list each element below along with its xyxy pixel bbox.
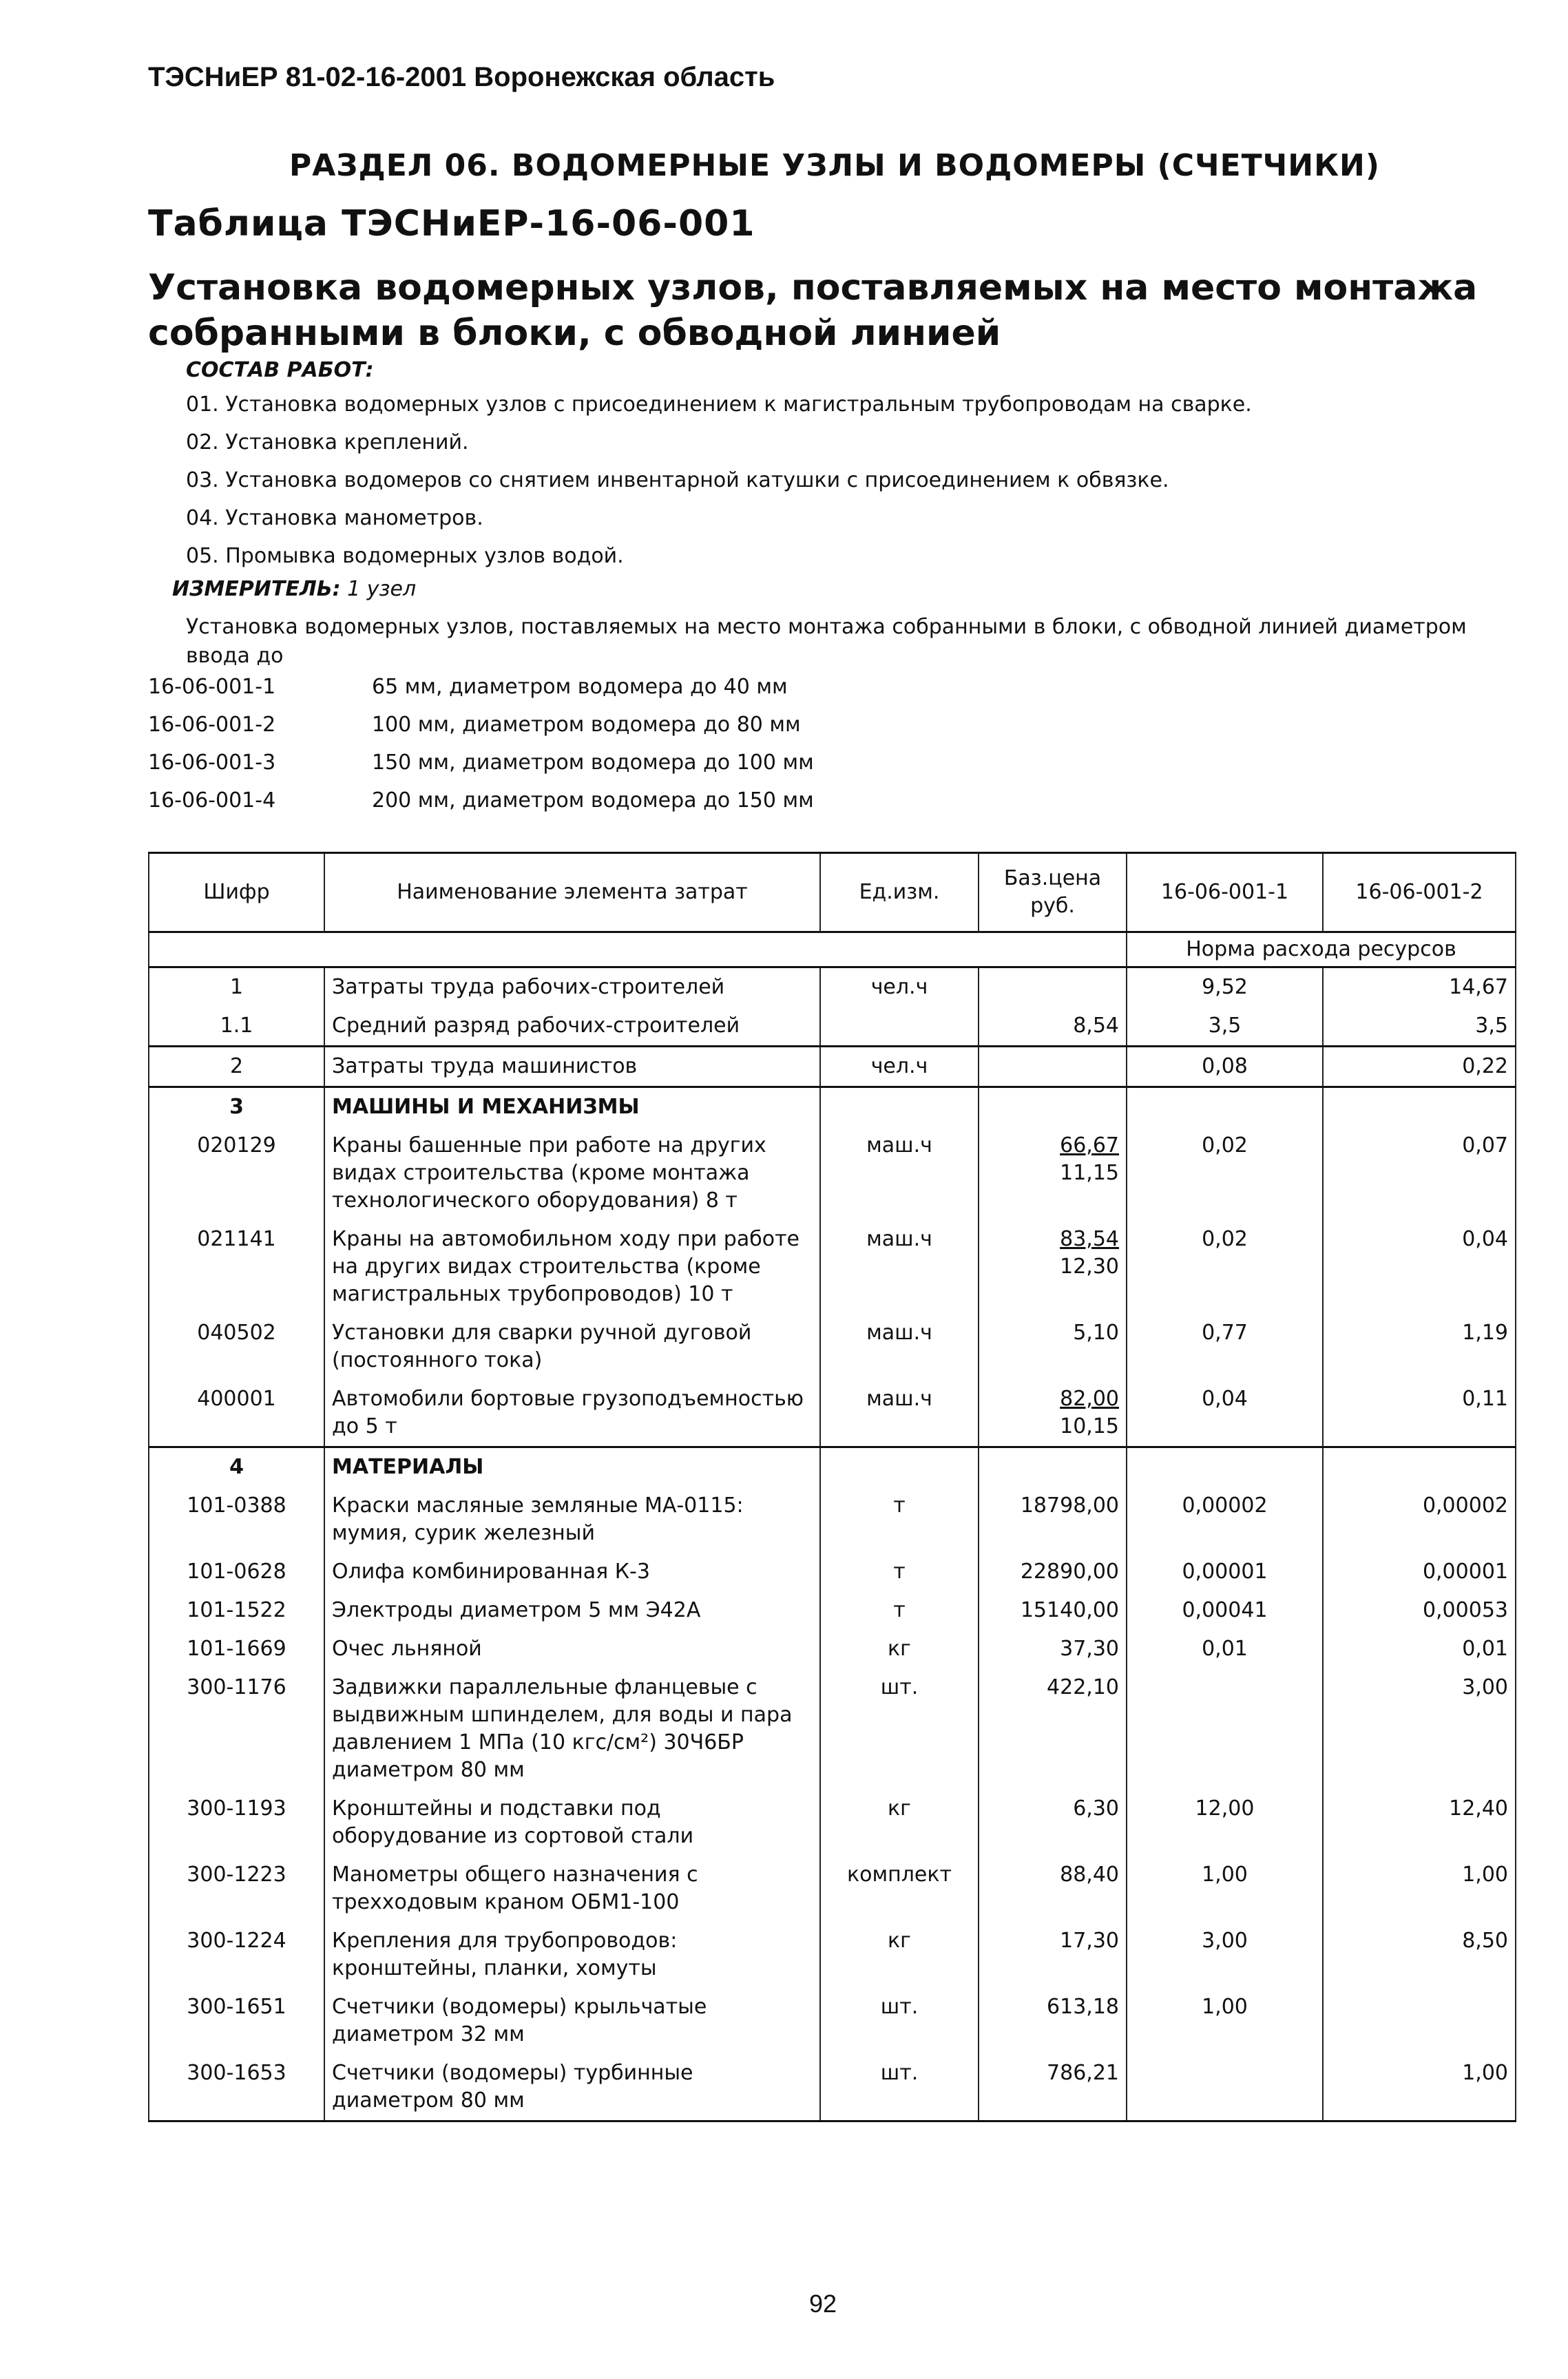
cell-unit: маш.ч (820, 1126, 979, 1220)
measure-value: 1 узел (347, 577, 417, 601)
cell-price (979, 1314, 1127, 1380)
cell-v2: 0,00053 (1323, 1591, 1516, 1630)
cell-price (979, 1668, 1127, 1790)
code: 16-06-001-4 (148, 788, 276, 813)
cell-name: Затраты труда рабочих-строителей (324, 967, 820, 1007)
cell-v1: 0,04 (1127, 1380, 1323, 1447)
cell-price (979, 1447, 1127, 1487)
cell-price (979, 1087, 1127, 1127)
cell-v1: 0,08 (1127, 1047, 1323, 1087)
cell-name: МАШИНЫ И МЕХАНИЗМЫ (324, 1087, 820, 1127)
cell-unit: маш.ч (820, 1314, 979, 1380)
cell-v2: 0,04 (1323, 1220, 1516, 1314)
cell-code: 300-1176 (149, 1668, 324, 1790)
cell-unit: шт. (820, 1988, 979, 2054)
cell-name: МАТЕРИАЛЫ (324, 1447, 820, 1487)
table-row (149, 1047, 1516, 1087)
table-row (149, 1790, 1516, 1856)
cell-name: Задвижки параллельные фланцевые с выдвижным шпинделем, для воды и пара давлением 1 МПа (10 кгс/см²) 30Ч6БР диаметром 80 мм (324, 1668, 820, 1790)
price-value: 66,67 (1060, 1133, 1119, 1157)
cell-price (979, 2054, 1127, 2121)
cell-v2: 0,22 (1323, 1047, 1516, 1087)
cell-v2: 1,00 (1323, 1856, 1516, 1922)
cell-v1: 0,00002 (1127, 1487, 1323, 1553)
cell-name: Электроды диаметром 5 мм Э42А (324, 1591, 820, 1630)
table-row (149, 1314, 1516, 1380)
table-row (149, 1487, 1516, 1553)
table-row (149, 1591, 1516, 1630)
table-row (149, 1922, 1516, 1988)
cell-name: Краны на автомобильном ходу при работе на других видах строительства (кроме магистральных трубопроводов) 10 т (324, 1220, 820, 1314)
cell-code: 2 (149, 1047, 324, 1087)
cell-v2: 1,00 (1323, 2054, 1516, 2121)
cell-price (979, 1047, 1127, 1087)
cell-name: Олифа комбинированная К-3 (324, 1553, 820, 1591)
table-row (149, 1856, 1516, 1922)
composition-item: 02. Установка креплений. (186, 430, 469, 454)
price-value: 82,00 (1060, 1387, 1119, 1411)
cell-code: 300-1651 (149, 1988, 324, 2054)
price-value: 83,54 (1060, 1227, 1119, 1251)
price-machinist-value: 12,30 (1060, 1255, 1119, 1279)
cell-v2: 3,5 (1323, 1007, 1516, 1047)
description: Установка водомерных узлов, поставляемых на место монтажа собранными в блоки, с обводной линией диаметром ввода до (186, 615, 1467, 668)
table-row (149, 1553, 1516, 1591)
price-value: 18798,00 (1020, 1494, 1119, 1518)
price-value: 5,10 (1073, 1321, 1119, 1345)
cell-price (979, 1922, 1127, 1988)
table-header-row (149, 853, 1516, 932)
cell-v2: 14,67 (1323, 967, 1516, 1007)
cell-v1: 0,00001 (1127, 1553, 1323, 1591)
cell-code: 4 (149, 1447, 324, 1487)
cell-price (979, 1988, 1127, 2054)
table-row (149, 1087, 1516, 1127)
cell-unit: кг (820, 1630, 979, 1668)
table-row (149, 1126, 1516, 1220)
cell-unit: комплект (820, 1856, 979, 1922)
norm-label: Норма расхода ресурсов (1127, 932, 1516, 967)
cell-v2: 0,01 (1323, 1630, 1516, 1668)
cell-name: Манометры общего назначения с трехходовым краном ОБМ1-100 (324, 1856, 820, 1922)
cell-unit: т (820, 1591, 979, 1630)
code-row (148, 713, 814, 751)
cell-v2: 12,40 (1323, 1790, 1516, 1856)
cell-name: Счетчики (водомеры) крыльчатые диаметром 32 мм (324, 1988, 820, 2054)
price-value: 22890,00 (1020, 1560, 1119, 1584)
cell-v2: 8,50 (1323, 1922, 1516, 1988)
cell-v2: 0,00001 (1323, 1553, 1516, 1591)
composition-label: СОСТАВ РАБОТ: (186, 358, 374, 382)
composition-item: 01. Установка водомерных узлов с присоединением к магистральным трубопроводам на сварке. (186, 392, 1252, 417)
composition-item: 04. Установка манометров. (186, 506, 483, 530)
cell-code: 101-1522 (149, 1591, 324, 1630)
cell-v2: 3,00 (1323, 1668, 1516, 1790)
cell-v2: 0,07 (1323, 1126, 1516, 1220)
cell-price (979, 1487, 1127, 1553)
cell-unit: маш.ч (820, 1220, 979, 1314)
cell-unit (820, 1087, 979, 1127)
table-row (149, 1988, 1516, 2054)
table-title: Установка водомерных узлов, поставляемых на место монтажа собранными в блоки, с обводной линией (148, 267, 1478, 354)
price-machinist-value: 10,15 (1060, 1414, 1119, 1438)
col-header-price: Баз.цена руб. (979, 853, 1127, 932)
cell-price (979, 1630, 1127, 1668)
cell-unit (820, 1447, 979, 1487)
price-value: 37,30 (1060, 1637, 1119, 1661)
table-id: Таблица ТЭСНиЕР-16-06-001 (148, 203, 755, 244)
price-value: 422,10 (1047, 1675, 1119, 1699)
section-title: РАЗДЕЛ 06. ВОДОМЕРНЫЕ УЗЛЫ И ВОДОМЕРЫ (СЧЕТЧИКИ) (289, 148, 1380, 183)
cell-name: Крепления для трубопроводов: кронштейны, планки, хомуты (324, 1922, 820, 1988)
cell-v2 (1323, 1447, 1516, 1487)
table-row (149, 1380, 1516, 1447)
price-value: 88,40 (1060, 1863, 1119, 1887)
cell-unit: шт. (820, 2054, 979, 2121)
cell-code: 021141 (149, 1220, 324, 1314)
cell-price (979, 1220, 1127, 1314)
cell-code: 101-1669 (149, 1630, 324, 1668)
price-value: 15140,00 (1020, 1598, 1119, 1622)
price-value: 6,30 (1073, 1796, 1119, 1821)
code: 16-06-001-3 (148, 751, 276, 775)
code-text: 100 мм, диаметром водомера до 80 мм (372, 713, 801, 737)
cell-price (979, 967, 1127, 1007)
cell-code: 1 (149, 967, 324, 1007)
cell-price (979, 1790, 1127, 1856)
table-row (149, 1447, 1516, 1487)
cell-code: 101-0628 (149, 1553, 324, 1591)
cell-price (979, 1007, 1127, 1047)
cell-unit: маш.ч (820, 1380, 979, 1447)
cell-unit: шт. (820, 1668, 979, 1790)
cell-name: Очес льняной (324, 1630, 820, 1668)
col-header-name: Наименование элемента затрат (324, 853, 820, 932)
code-text: 65 мм, диаметром водомера до 40 мм (372, 675, 788, 699)
cost-table (148, 852, 1516, 2122)
table-row (149, 2054, 1516, 2121)
code: 16-06-001-2 (148, 713, 276, 737)
table-row (149, 1007, 1516, 1047)
cell-v1: 0,02 (1127, 1220, 1323, 1314)
cell-v1: 3,5 (1127, 1007, 1323, 1047)
price-machinist-value: 11,15 (1060, 1161, 1119, 1185)
cell-v1: 0,02 (1127, 1126, 1323, 1220)
col-header-code: Шифр (149, 853, 324, 932)
composition-item: 03. Установка водомеров со снятием инвентарной катушки с присоединением к обвязке. (186, 468, 1169, 492)
col-header-unit: Ед.изм. (820, 853, 979, 932)
price-value: 8,54 (1073, 1014, 1119, 1038)
cell-v1 (1127, 2054, 1323, 2121)
cell-v1: 1,00 (1127, 1988, 1323, 2054)
cell-name: Краски масляные земляные МА-0115: мумия, сурик железный (324, 1487, 820, 1553)
cell-v1 (1127, 1087, 1323, 1127)
cell-name: Автомобили бортовые грузоподъемностью до 5 т (324, 1380, 820, 1447)
table-row (149, 1630, 1516, 1668)
cell-unit (820, 1007, 979, 1047)
norm-spacer (149, 932, 1127, 967)
cell-name: Средний разряд рабочих-строителей (324, 1007, 820, 1047)
code-row (148, 675, 814, 713)
cell-code: 300-1193 (149, 1790, 324, 1856)
page-number: 92 (809, 2289, 837, 2318)
code-text: 150 мм, диаметром водомера до 100 мм (372, 751, 814, 775)
table-row (149, 967, 1516, 1007)
cell-code: 020129 (149, 1126, 324, 1220)
price-value: 613,18 (1047, 1995, 1119, 2019)
cell-name: Установки для сварки ручной дуговой (постоянного тока) (324, 1314, 820, 1380)
cell-name: Затраты труда машинистов (324, 1047, 820, 1087)
cell-name: Кронштейны и подставки под оборудование из сортовой стали (324, 1790, 820, 1856)
cell-price (979, 1553, 1127, 1591)
cell-price (979, 1126, 1127, 1220)
cell-code: 1.1 (149, 1007, 324, 1047)
code-text: 200 мм, диаметром водомера до 150 мм (372, 788, 814, 813)
cell-unit: т (820, 1487, 979, 1553)
cell-v1: 9,52 (1127, 967, 1323, 1007)
cell-name: Краны башенные при работе на других видах строительства (кроме монтажа технологического оборудования) 8 т (324, 1126, 820, 1220)
cell-code: 3 (149, 1087, 324, 1127)
cell-code: 300-1653 (149, 2054, 324, 2121)
cell-unit: чел.ч (820, 967, 979, 1007)
cell-price (979, 1591, 1127, 1630)
code-row (148, 788, 814, 826)
cell-v1 (1127, 1447, 1323, 1487)
price-value: 786,21 (1047, 2061, 1119, 2085)
measure-label: ИЗМЕРИТЕЛЬ: (172, 577, 341, 601)
col-header-v1: 16-06-001-1 (1127, 853, 1323, 932)
cell-price (979, 1380, 1127, 1447)
norm-row (149, 932, 1516, 967)
composition-item: 05. Промывка водомерных узлов водой. (186, 544, 624, 568)
cell-unit: т (820, 1553, 979, 1591)
table-row (149, 1220, 1516, 1314)
cell-v1: 1,00 (1127, 1856, 1323, 1922)
cell-unit: чел.ч (820, 1047, 979, 1087)
cell-code: 040502 (149, 1314, 324, 1380)
cell-name: Счетчики (водомеры) турбинные диаметром 80 мм (324, 2054, 820, 2121)
cell-unit: кг (820, 1790, 979, 1856)
cell-v2 (1323, 1087, 1516, 1127)
cell-code: 400001 (149, 1380, 324, 1447)
cell-v1 (1127, 1668, 1323, 1790)
cell-v2: 1,19 (1323, 1314, 1516, 1380)
col-header-v2: 16-06-001-2 (1323, 853, 1516, 932)
cell-v2 (1323, 1988, 1516, 2054)
cell-code: 300-1223 (149, 1856, 324, 1922)
code: 16-06-001-1 (148, 675, 276, 699)
code-row (148, 751, 814, 788)
cell-unit: кг (820, 1922, 979, 1988)
cell-v2: 0,11 (1323, 1380, 1516, 1447)
cell-v1: 12,00 (1127, 1790, 1323, 1856)
cell-v1: 0,77 (1127, 1314, 1323, 1380)
cell-v1: 3,00 (1127, 1922, 1323, 1988)
cell-v1: 0,01 (1127, 1630, 1323, 1668)
cell-v1: 0,00041 (1127, 1591, 1323, 1630)
running-header: ТЭСНиЕР 81-02-16-2001 Воронежская область (148, 62, 775, 92)
table-row (149, 1668, 1516, 1790)
composition-list (186, 391, 1494, 580)
cell-code: 300-1224 (149, 1922, 324, 1988)
measure (172, 577, 416, 601)
price-value: 17,30 (1060, 1929, 1119, 1953)
cell-code: 101-0388 (149, 1487, 324, 1553)
cell-v2: 0,00002 (1323, 1487, 1516, 1553)
code-list (148, 675, 814, 826)
cell-price (979, 1856, 1127, 1922)
